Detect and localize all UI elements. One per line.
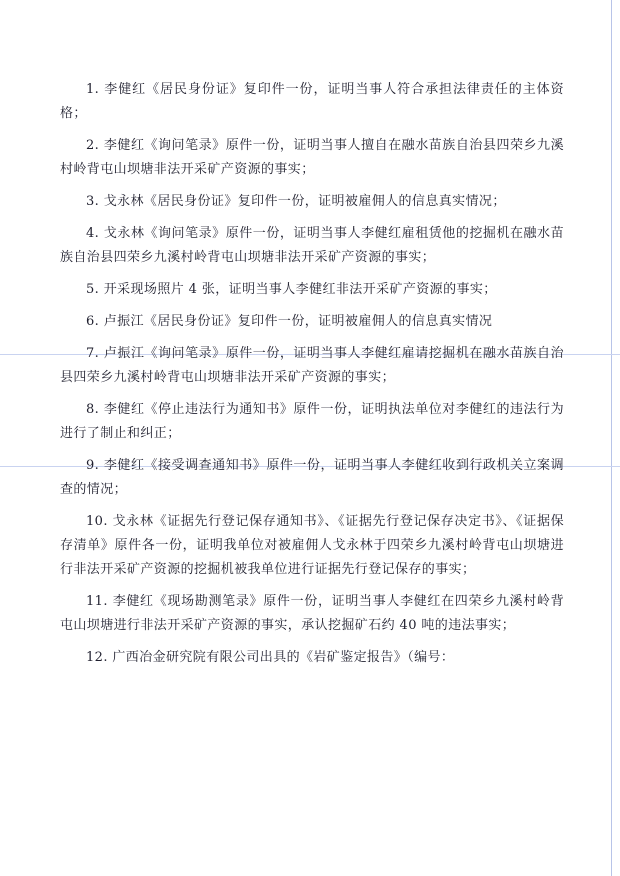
evidence-item-11: 11. 李健红《现场勘测笔录》原件一份，证明当事人李健红在四荣乡九溪村岭背屯山坝塘进行非法开采矿产资源的事实，承认挖掘矿石约 40 吨的违法事实； bbox=[60, 594, 564, 633]
evidence-item-3: 3. 戈永林《居民身份证》复印件一份，证明被雇佣人的信息真实情况； bbox=[86, 194, 506, 209]
evidence-item-1: 1. 李健红《居民身份证》复印件一份，证明当事人符合承担法律责任的主体资格； bbox=[60, 82, 564, 121]
page-edge-line bbox=[611, 0, 612, 876]
evidence-item-2: 2. 李健红《询问笔录》原件一份，证明当事人擅自在融水苗族自治县四荣乡九溪村岭背屯山坝塘非法开采矿产资源的事实； bbox=[60, 138, 564, 177]
evidence-item-7: 7. 卢振江《询问笔录》原件一份，证明当事人李健红雇请挖掘机在融水苗族自治县四荣乡九溪村岭背屯山坝塘非法开采矿产资源的事实； bbox=[60, 346, 564, 385]
evidence-item-5: 5. 开采现场照片 4 张，证明当事人李健红非法开采矿产资源的事实； bbox=[86, 282, 497, 297]
evidence-item-9: 9. 李健红《接受调查通知书》原件一份，证明当事人李健红收到行政机关立案调查的情况； bbox=[60, 458, 564, 497]
evidence-item-8: 8. 李健红《停止违法行为通知书》原件一份，证明执法单位对李健红的违法行为进行了制止和纠正； bbox=[60, 402, 564, 441]
evidence-item-6: 6. 卢振江《居民身份证》复印件一份，证明被雇佣人的信息真实情况 bbox=[86, 314, 493, 329]
evidence-item-12: 12. 广西冶金研究院有限公司出具的《岩矿鉴定报告》（编号： bbox=[86, 650, 455, 665]
evidence-list bbox=[60, 78, 564, 678]
evidence-item-4: 4. 戈永林《询问笔录》原件一份，证明当事人李健红雇租赁他的挖掘机在融水苗族自治县四荣乡九溪村岭背屯山坝塘非法开采矿产资源的事实； bbox=[60, 226, 564, 265]
evidence-item-10: 10. 戈永林《证据先行登记保存通知书》、《证据先行登记保存决定书》、《证据保存清单》原件各一份，证明我单位对被雇佣人戈永林于四荣乡九溪村岭背屯山坝塘进行非法开采矿产资源的挖掘机被我单位进行证据先行登记保存的事实； bbox=[60, 514, 564, 577]
